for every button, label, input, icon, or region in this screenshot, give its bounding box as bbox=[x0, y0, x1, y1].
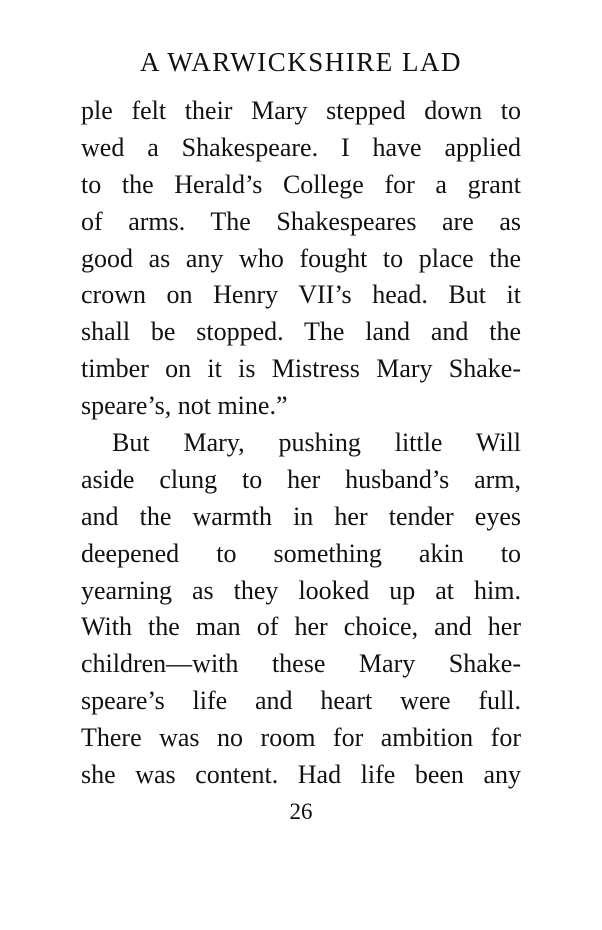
text-line: But Mary, pushing little Will bbox=[112, 428, 521, 458]
text-line: shall be stopped. The land and the bbox=[81, 317, 521, 347]
text-line: yearning as they looked up at him. bbox=[81, 575, 521, 605]
text-line: and the warmth in her tender eyes bbox=[81, 501, 521, 531]
text-line: aside clung to her husband’s arm, bbox=[81, 464, 521, 494]
text-line: deepened to something akin to bbox=[81, 538, 521, 568]
text-line: she was content. Had life been any bbox=[81, 760, 521, 790]
text-line: of arms. The Shakespeares are as bbox=[81, 206, 521, 236]
text-line: crown on Henry VII’s head. But it bbox=[81, 280, 521, 310]
body-text bbox=[81, 93, 521, 794]
text-line: timber on it is Mistress Mary Shake- bbox=[81, 354, 521, 384]
text-line: ple felt their Mary stepped down to bbox=[81, 96, 521, 125]
text-line: With the man of her choice, and her bbox=[81, 612, 521, 642]
text-line: to the Herald’s College for a grant bbox=[81, 169, 521, 199]
text-line: good as any who fought to place the bbox=[81, 243, 521, 273]
running-head: A WARWICKSHIRE LAD bbox=[139, 47, 462, 77]
text-line: wed a Shakespeare. I have applied bbox=[81, 132, 521, 162]
text-line: There was no room for ambition for bbox=[81, 723, 521, 753]
text-line: speare’s life and heart were full. bbox=[81, 686, 521, 716]
text-line: children—with these Mary Shake- bbox=[81, 649, 521, 679]
text-line: speare’s, not mine.” bbox=[81, 391, 288, 421]
page-number: 26 bbox=[289, 799, 313, 824]
